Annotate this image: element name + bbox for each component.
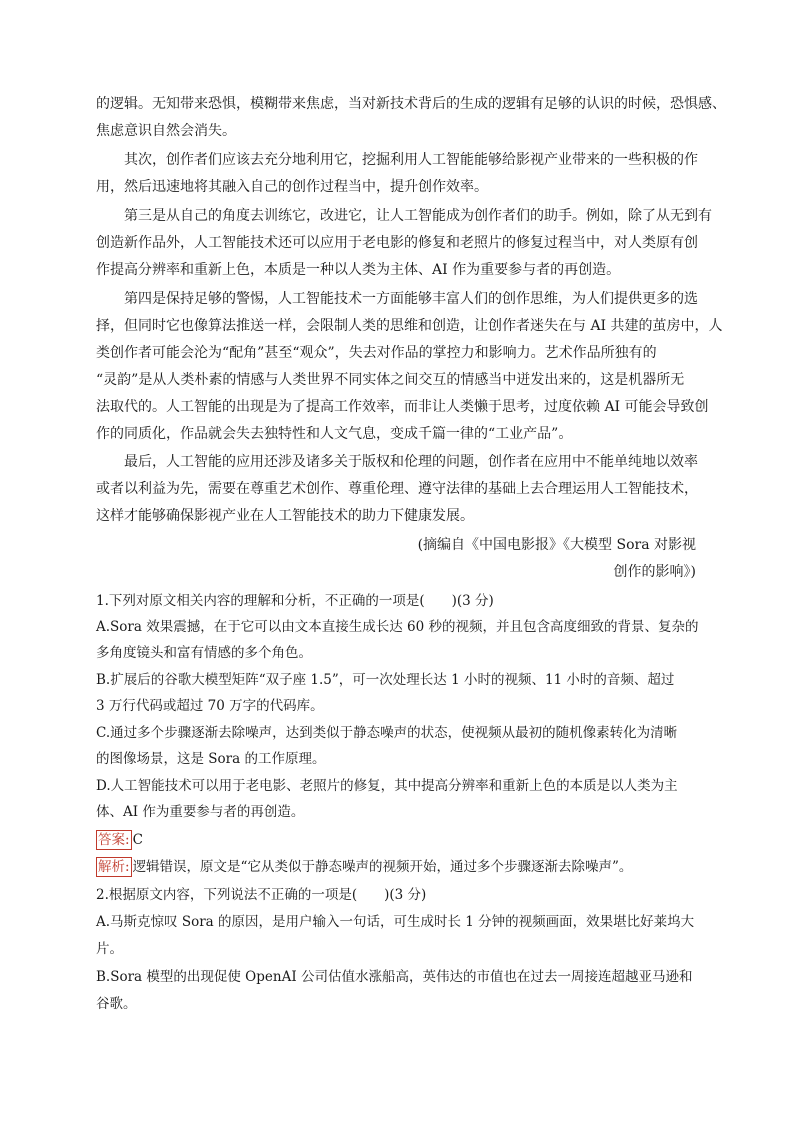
passage-line: 法取代的。人工智能的出现是为了提高工作效率，而非让人类懒于思考，过度依赖 AI 可能会导致创 (96, 399, 709, 415)
passage-line: 最后，人工智能的应用还涉及诸多关于版权和伦理的问题，创作者在应用中不能单纯地以效率 (124, 454, 698, 470)
passage-line: 作的同质化，作品就会失去独特性和人文气息，变成千篇一律的“工业产品”。 (96, 426, 573, 442)
q2-option-a-cont: 片。 (96, 941, 123, 957)
q1-explanation (96, 855, 696, 879)
source-citation: (摘编自《中国电影报》《大模型 Sora 对影视 (417, 537, 696, 553)
q2-option-a: A.马斯克惊叹 Sora 的原因，是用户输入一句话，可生成时长 1 分钟的视频画面，效果堪比好莱坞大 (96, 914, 695, 930)
q2-option-b-cont: 谷歌。 (96, 996, 137, 1012)
passage-line: 其次，创作者们应该去充分地利用它，挖掘利用人工智能能够给影视产业带来的一些积极的作 (124, 152, 698, 168)
q2-option-b: B.Sora 模型的出现促使 OpenAI 公司估值水涨船高，英伟达的市值也在过去一周接连超越亚马逊和 (96, 969, 693, 985)
answer-label: 答案: (98, 832, 130, 848)
passage-line: 择，但同时它也像算法推送一样，会限制人类的思维和创造，让创作者迷失在与 AI 共建的茧房中，人 (96, 318, 723, 334)
q1-option-d: D.人工智能技术可以用于老电影、老照片的修复，其中提高分辨率和重新上色的本质是以人类为主 (96, 778, 678, 794)
q1-option-c: C.通过多个步骤逐渐去除噪声，达到类似于静态噪声的状态，使视频从最初的随机像素转化为清晰 (96, 725, 678, 741)
q1-option-b-cont: 3 万行代码或超过 70 万字的代码库。 (96, 698, 324, 714)
q1-option-c-cont: 的图像场景，这是 Sora 的工作原理。 (96, 751, 326, 767)
q1-answer (96, 828, 696, 852)
answer-value: C (132, 832, 143, 848)
q1-option-b: B.扩展后的谷歌大模型矩阵“双子座 1.5”，可一次处理长达 1 小时的视频、11 小时的音频、超过 (96, 672, 675, 688)
passage-line: 创造新作品外，人工智能技术还可以应用于老电影的修复和老照片的修复过程当中，对人类原有创 (96, 235, 698, 251)
passage-line: 这样才能够确保影视产业在人工智能技术的助力下健康发展。 (96, 508, 474, 524)
passage-line: 类创作者可能会沦为“配角”甚至“观众”，失去对作品的掌控力和影响力。艺术作品所独有的 (96, 345, 657, 361)
passage-line: 用，然后迅速地将其融入自己的创作过程当中，提升创作效率。 (96, 179, 488, 195)
q1-option-a-cont: 多角度镜头和富有情感的多个角色。 (96, 645, 312, 661)
passage-line: “灵韵”是从人类朴素的情感与人类世界不同实体之间交互的情感当中迸发出来的，这是机器所无 (96, 372, 685, 388)
explanation-text: 逻辑错误，原文是“它从类似于静态噪声的视频开始，通过多个步骤逐渐去除噪声”。 (132, 859, 633, 875)
q1-option-d-cont: 体、AI 作为重要参与者的再创造。 (96, 804, 305, 820)
q1-option-a: A.Sora 效果震撼，在于它可以由文本直接生成长达 60 秒的视频，并且包含高度细致的背景、复杂的 (96, 619, 699, 635)
question-2-stem: 2.根据原文内容，下列说法不正确的一项是( )(3 分) (96, 887, 427, 903)
passage-line: 第四是保持足够的警惕，人工智能技术一方面能够丰富人们的创作思维，为人们提供更多的选 (124, 291, 698, 307)
passage-line: 第三是从自己的角度去训练它，改进它，让人工智能成为创作者们的助手。例如，除了从无到有 (124, 208, 712, 224)
explanation-label: 解析: (98, 859, 130, 875)
passage-line: 或者以利益为先，需要在尊重艺术创作、尊重伦理、遵守法律的基础上去合理运用人工智能技术， (96, 481, 698, 497)
question-1-stem: 1.下列对原文相关内容的理解和分析，不正确的一项是( )(3 分) (96, 593, 494, 609)
source-citation: 创作的影响》) (613, 564, 696, 580)
passage-line: 的逻辑。无知带来恐惧，模糊带来焦虑，当对新技术背后的生成的逻辑有足够的认识的时候，恐惧感、 (96, 96, 726, 112)
passage-line: 焦虑意识自然会消失。 (96, 123, 236, 139)
passage-line: 作提高分辨率和重新上色，本质是一种以人类为主体、AI 作为重要参与者的再创造。 (96, 262, 621, 278)
